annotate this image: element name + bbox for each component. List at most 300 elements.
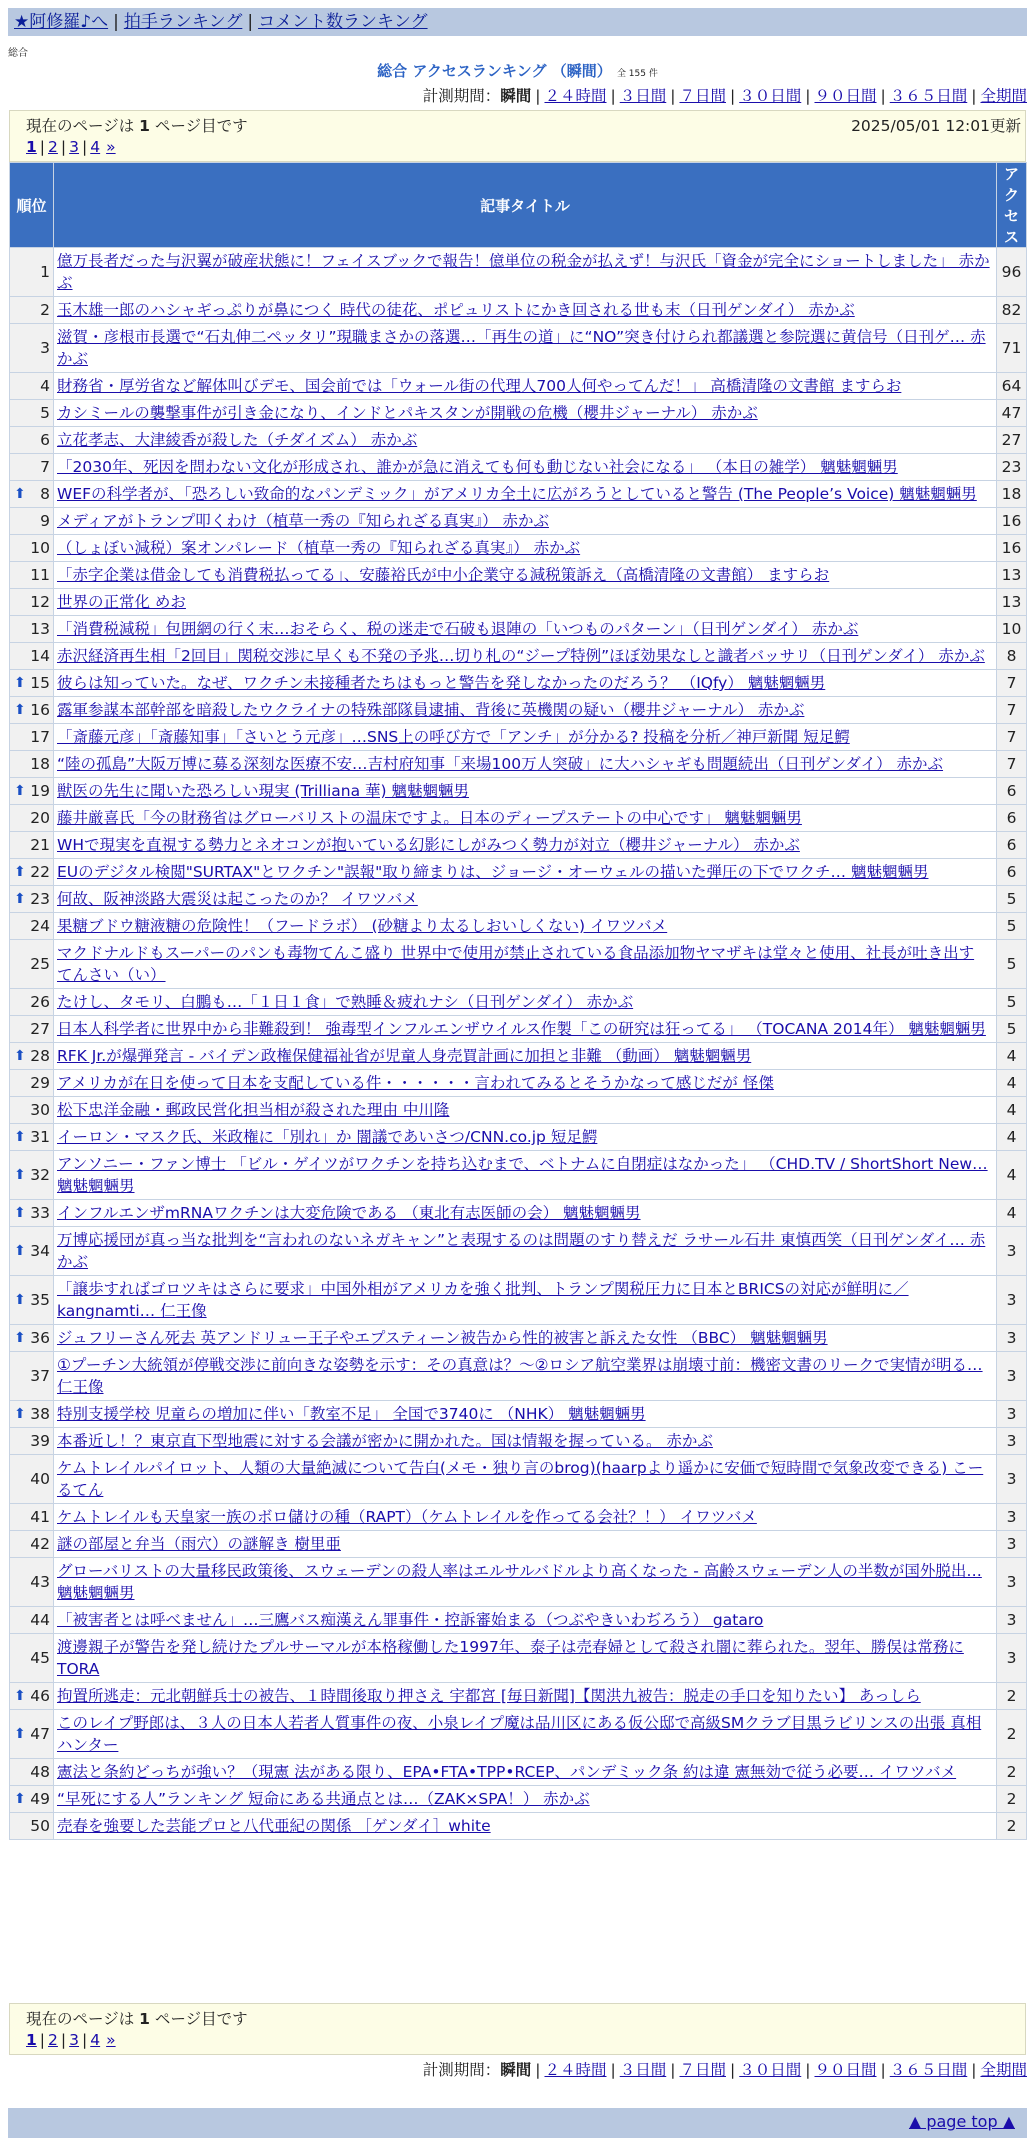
period-option[interactable]: ３日間 — [619, 2061, 667, 2079]
title-cell — [54, 1531, 997, 1558]
rank-number: 19 — [30, 782, 50, 800]
access-count: 2 — [997, 1786, 1027, 1813]
page-info-num: 1 — [139, 117, 150, 135]
rank-up-arrow-icon: ⬆ — [14, 486, 26, 502]
page-link[interactable]: 3 — [69, 138, 80, 156]
table-row — [10, 1070, 1027, 1097]
period-option[interactable]: ９０日間 — [814, 2061, 877, 2079]
title-cell — [54, 940, 997, 989]
table-row — [10, 1151, 1027, 1200]
title-cell — [54, 1352, 997, 1401]
period-option[interactable]: ２４時間 — [544, 87, 607, 105]
rank-cell — [10, 481, 54, 508]
rank-number: 12 — [30, 593, 50, 611]
table-row — [10, 1607, 1027, 1634]
title-cell — [54, 324, 997, 373]
current-page-info — [26, 2007, 248, 2029]
table-row — [10, 1504, 1027, 1531]
period-option-selected: 瞬間 — [500, 2061, 532, 2079]
rank-cell — [10, 1151, 54, 1200]
rank-number: 35 — [30, 1291, 50, 1309]
access-count: 5 — [997, 940, 1027, 989]
access-count: 23 — [997, 454, 1027, 481]
article-link[interactable]: 世界の正常化 めお — [57, 593, 186, 611]
page-link[interactable]: 1 — [26, 2031, 37, 2049]
rank-number: 10 — [30, 539, 50, 557]
page-link[interactable]: 1 — [26, 138, 37, 156]
article-link[interactable]: 彼らは知っていた。なぜ、ワクチン未接種者たちはもっと警告を発しなかったのだろう？ （IQfy） 魑魅魍魎男 — [57, 674, 826, 692]
title-cell — [54, 1786, 997, 1813]
page-info-suffix: ページ目です — [154, 117, 248, 135]
access-count: 5 — [997, 913, 1027, 940]
article-link[interactable]: “早死にする人”ランキング 短命にある共通点とは…（ZAK×SPA！） 赤かぶ — [57, 1790, 590, 1808]
article-link[interactable]: 日本人科学者に世界中から非難殺到！ 強毒型インフルエンザウイルス作製「この研究は狂ってる」 （TOCANA 2014年） 魑魅魍魎男 — [57, 1020, 986, 1038]
table-row — [10, 1200, 1027, 1227]
page-link[interactable]: 4 — [90, 138, 101, 156]
rank-number: 30 — [30, 1101, 50, 1119]
table-row — [10, 859, 1027, 886]
access-count: 4 — [997, 1097, 1027, 1124]
period-option[interactable]: ３日間 — [619, 87, 667, 105]
rank-number: 27 — [30, 1020, 50, 1038]
title-cell — [54, 297, 997, 324]
rank-cell — [10, 1016, 54, 1043]
rank-cell — [10, 1401, 54, 1428]
table-row — [10, 1531, 1027, 1558]
title-cell — [54, 1043, 997, 1070]
title-cell — [54, 454, 997, 481]
rank-number: 16 — [30, 701, 50, 719]
rank-up-arrow-icon: ⬆ — [14, 864, 26, 880]
title-cell — [54, 248, 997, 297]
next-page-link[interactable]: » — [106, 138, 116, 156]
table-row — [10, 373, 1027, 400]
table-row — [10, 1325, 1027, 1352]
title-cell — [54, 400, 997, 427]
rank-cell — [10, 454, 54, 481]
rank-cell — [10, 859, 54, 886]
title-cell — [54, 1401, 997, 1428]
rank-cell — [10, 805, 54, 832]
article-link[interactable]: “陸の孤島”大阪万博に募る深刻な医療不安…吉村府知事「来場100万人突破」に大ハシャギも問題続出（日刊ゲンダイ） 赤かぶ — [57, 755, 944, 773]
title-cell — [54, 1710, 997, 1759]
access-count: 6 — [997, 832, 1027, 859]
period-selector-bottom — [423, 2060, 1027, 2080]
rank-number: 31 — [30, 1128, 50, 1146]
rank-cell — [10, 1786, 54, 1813]
access-count: 27 — [997, 427, 1027, 454]
access-count: 16 — [997, 508, 1027, 535]
article-link[interactable]: 玉木雄一郎のハシャギっぷりが鼻につく 時代の徒花、ポピュリストにかき回される世も末（日刊ゲンダイ） 赤かぶ — [57, 301, 855, 319]
page-info-box-bottom — [9, 2003, 1026, 2055]
access-count: 7 — [997, 751, 1027, 778]
access-count: 82 — [997, 297, 1027, 324]
comment-ranking-link[interactable]: コメント数ランキング — [258, 12, 428, 32]
article-link[interactable]: グローバリストの大量移民政策後、スウェーデンの殺人率はエルサルバドルより高くなった - 高齢スウェーデン人の半数が国外脱出… 魑魅魍魎男 — [57, 1562, 982, 1602]
article-link[interactable]: 「譲歩すればゴロツキはさらに要求」中国外相がアメリカを強く批判、トランプ関税圧力に日本とBRICSの対応が鮮明に／kangnamti… 仁王像 — [57, 1280, 909, 1320]
title-cell — [54, 508, 997, 535]
rank-cell — [10, 1124, 54, 1151]
article-link[interactable]: 立花孝志、大津綾香が殺した（チダイズム） 赤かぶ — [57, 431, 418, 449]
table-row — [10, 832, 1027, 859]
top-nav-bar — [8, 8, 1027, 36]
article-link[interactable]: カシミールの襲撃事件が引き金になり、インドとパキスタンが開戦の危機（櫻井ジャーナル） 赤かぶ — [57, 404, 758, 422]
rank-up-arrow-icon: ⬆ — [14, 702, 26, 718]
article-link[interactable]: 松下忠洋金融・郵政民営化担当相が殺された理由 中川隆 — [57, 1101, 450, 1119]
rank-number: 2 — [40, 301, 50, 319]
period-option[interactable]: ７日間 — [679, 87, 726, 105]
article-link[interactable]: EUのデジタル検閲"SURTAX"とワクチン"誤報"取り締まりは、ジョージ・オーウェルの描いた弾圧の下でワクチ… 魑魅魍魎男 — [57, 863, 929, 881]
table-row — [10, 324, 1027, 373]
title-cell — [54, 1097, 997, 1124]
article-link[interactable]: アメリカが在日を使って日本を支配している件・・・・・・言われてみるとそうかなって感じだが 怪傑 — [57, 1074, 774, 1092]
table-row — [10, 1043, 1027, 1070]
title-cell — [54, 859, 997, 886]
total-count: 全 155 件 — [616, 69, 658, 79]
access-count: 5 — [997, 989, 1027, 1016]
rank-number: 14 — [30, 647, 50, 665]
table-row — [10, 1401, 1027, 1428]
article-link[interactable]: 謎の部屋と弁当（雨穴）の謎解き 樹里亜 — [57, 1535, 341, 1553]
table-row — [10, 1710, 1027, 1759]
rank-cell — [10, 297, 54, 324]
next-page-link[interactable]: » — [106, 2031, 116, 2049]
title-cell — [54, 1070, 997, 1097]
access-count: 3 — [997, 1352, 1027, 1401]
rank-number: 50 — [30, 1817, 50, 1835]
table-row — [10, 913, 1027, 940]
rank-up-arrow-icon: ⬆ — [14, 1292, 26, 1308]
table-row — [10, 751, 1027, 778]
title-cell — [54, 1759, 997, 1786]
page-link[interactable]: 2 — [48, 138, 58, 156]
clap-ranking-link[interactable]: 拍手ランキング — [123, 12, 243, 32]
rank-number: 13 — [30, 620, 50, 638]
table-row — [10, 989, 1027, 1016]
ranking-table — [9, 162, 1027, 1840]
rank-cell — [10, 1504, 54, 1531]
article-link[interactable]: 億万長者だった与沢翼が破産状態に！フェイスブックで報告！億単位の税金が払えず！与沢氏「資金が完全にショートしました」 赤かぶ — [57, 252, 990, 292]
article-link[interactable]: WHで現実を直視する勢力とネオコンが抱いている幻影にしがみつく勢力が対立（櫻井ジャーナル） 赤かぶ — [57, 836, 800, 854]
period-separator: | — [535, 87, 541, 105]
rank-number: 42 — [30, 1535, 50, 1553]
access-count: 3 — [997, 1531, 1027, 1558]
period-option[interactable]: ３０日間 — [739, 2061, 802, 2079]
rank-number: 1 — [40, 263, 50, 281]
article-link[interactable]: RFK Jr.が爆弾発言 - バイデン政権保健福祉省が児童人身売買計画に加担と非難 （動画） 魑魅魍魎男 — [57, 1047, 752, 1065]
table-row — [10, 1016, 1027, 1043]
rank-up-arrow-icon: ⬆ — [14, 675, 26, 691]
period-separator: | — [880, 2061, 886, 2079]
rank-number: 36 — [30, 1329, 50, 1347]
rank-cell — [10, 1455, 54, 1504]
table-row — [10, 1276, 1027, 1325]
period-separator: | — [610, 87, 616, 105]
table-row — [10, 1352, 1027, 1401]
table-row — [10, 697, 1027, 724]
access-count: 3 — [997, 1455, 1027, 1504]
article-link[interactable]: インフルエンザmRNAワクチンは大変危険である （東北有志医師の会） 魑魅魍魎男 — [57, 1204, 641, 1222]
access-count: 10 — [997, 616, 1027, 643]
ranking-rows — [10, 248, 1027, 1840]
page-top-link[interactable]: ▲ page top ▲ — [908, 2112, 1015, 2131]
rank-cell — [10, 324, 54, 373]
rank-cell — [10, 697, 54, 724]
current-page-info — [26, 114, 248, 136]
rank-up-arrow-icon: ⬆ — [14, 1406, 26, 1422]
article-link[interactable]: 「2030年、死因を問わない文化が形成され、誰かが急に消えても何も動じない社会になる」 （本日の雑学） 魑魅魍魎男 — [57, 458, 898, 476]
rank-up-arrow-icon: ⬆ — [14, 1688, 26, 1704]
period-option[interactable]: ３６５日間 — [889, 87, 968, 105]
rank-cell — [10, 1043, 54, 1070]
rank-cell — [10, 1607, 54, 1634]
access-count: 3 — [997, 1607, 1027, 1634]
page-title — [0, 60, 1035, 81]
rank-number: 21 — [30, 836, 50, 854]
title-cell — [54, 1276, 997, 1325]
table-row — [10, 297, 1027, 324]
access-count: 2 — [997, 1710, 1027, 1759]
title-cell — [54, 1428, 997, 1455]
rank-number: 48 — [30, 1763, 50, 1781]
period-label: 計測期間： — [422, 2061, 501, 2079]
rank-cell — [10, 989, 54, 1016]
article-link[interactable]: WEFの科学者が、「恐ろしい致命的なパンデミック」がアメリカ全土に広がろうとしていると警告 (The People’s Voice) 魑魅魍魎男 — [57, 485, 977, 503]
title-cell — [54, 1813, 997, 1840]
rank-number: 6 — [40, 431, 50, 449]
rank-cell — [10, 1352, 54, 1401]
article-link[interactable]: 「赤字企業は借金しても消費税払ってる」、安藤裕氏が中小企業守る減税策訴え（高橋清隆の文書館） ますらお — [57, 566, 830, 584]
article-link[interactable]: 売春を強要した芸能プロと八代亜紀の関係 ［ゲンダイ］white — [57, 1817, 491, 1835]
rank-number: 8 — [40, 485, 50, 503]
rank-cell — [10, 1227, 54, 1276]
rank-cell — [10, 535, 54, 562]
article-link[interactable]: 「被害者とは呼べません」…三鷹バス痴漢えん罪事件・控訴審始まる（つぶやきいわぢろう） gataro — [57, 1611, 764, 1629]
table-row — [10, 886, 1027, 913]
pager-separator: | — [82, 138, 88, 156]
page-link[interactable]: 4 — [90, 2031, 101, 2049]
article-link[interactable]: 滋賀・彦根市長選で“石丸伸二ペッタリ”現職まさかの落選…「再生の道」に“NO”突き付けられ都議選と参院選に黄信号（日刊ゲ… 赤かぶ — [57, 328, 986, 368]
article-link[interactable]: 獣医の先生に聞いた恐ろしい現実 (Trilliana 華) 魑魅魍魎男 — [57, 782, 469, 800]
access-count: 3 — [997, 1401, 1027, 1428]
title-cell — [54, 427, 997, 454]
period-option[interactable]: ７日間 — [679, 2061, 726, 2079]
title-cell — [54, 1124, 997, 1151]
title-cell — [54, 989, 997, 1016]
article-link[interactable]: メディアがトランプ叩くわけ（植草一秀の『知られざる真実』） 赤かぶ — [57, 512, 549, 530]
article-link[interactable]: 「斎藤元彦」「斎藤知事」「さいとう元彦」…SNS上の呼び方で「アンチ」が分かる? 投稿を分析／神戸新聞 短足鰐 — [57, 728, 850, 746]
article-link[interactable]: このレイプ野郎は、３人の日本人若者人質事件の夜、小泉レイプ魔は品川区にある仮公邸で高級SMクラブ目黒ラビリンスの出張 真相ハンター — [57, 1714, 982, 1754]
pagination-bottom — [26, 2031, 116, 2049]
period-option[interactable]: 全期間 — [980, 87, 1027, 105]
access-count: 13 — [997, 562, 1027, 589]
title-cell — [54, 1227, 997, 1276]
title-cell — [54, 1016, 997, 1043]
table-row — [10, 535, 1027, 562]
page-info-prefix: 現在のページは — [26, 2010, 135, 2028]
access-count: 2 — [997, 1683, 1027, 1710]
article-link[interactable]: イーロン・マスク氏、米政権に「別れ」か 闇議であいさつ/CNN.co.jp 短足鰐 — [57, 1128, 598, 1146]
article-link[interactable]: 露軍参謀本部幹部を暗殺したウクライナの特殊部隊員逮捕、背後に英機関の疑い（櫻井ジャーナル） 赤かぶ — [57, 701, 805, 719]
article-link[interactable]: 赤沢経済再生相「2回目」関税交渉に早くも不発の予兆…切り札の“ジープ特例”ほぼ効果なしと識者バッサリ（日刊ゲンダイ） 赤かぶ — [57, 647, 985, 665]
article-link[interactable]: 憲法と条約どっちが強い？（現憲 法がある限り、EPA•FTA•TPP•RCEP、パンデミック条 約は違 憲無効で従う必要… イワツバメ — [57, 1763, 957, 1781]
period-separator: | — [610, 2061, 616, 2079]
title-cell — [54, 670, 997, 697]
rank-number: 24 — [30, 917, 50, 935]
period-separator: | — [805, 87, 811, 105]
article-link[interactable]: ケムトレイルパイロット、人類の大量絶滅について告白(メモ・独り言のbrog)(haarpより遥かに安価で短時間で気象改変できる) こーるてん — [57, 1459, 984, 1499]
title-cell — [54, 886, 997, 913]
period-separator: | — [670, 87, 676, 105]
article-link[interactable]: 渡邊親子が警告を発し続けたプルサーマルが本格稼働した1997年、泰子は売春婦として殺され闇に葬られた。翌年、勝俣は常務に TORA — [57, 1638, 964, 1678]
article-link[interactable]: 特別支援学校 児童らの増加に伴い「教室不足」 全国で3740に （NHK） 魑魅魍魎男 — [57, 1405, 646, 1423]
pager-separator: | — [60, 2031, 67, 2049]
pager-separator: | — [60, 138, 67, 156]
rank-up-arrow-icon: ⬆ — [14, 1167, 26, 1183]
article-link[interactable]: ケムトレイルも天皇家一族のボロ儲けの種（RAPT）（ケムトレイルを作ってる会社？！） イワツバメ — [57, 1508, 757, 1526]
rank-up-arrow-icon: ⬆ — [14, 1205, 26, 1221]
access-count: 8 — [997, 643, 1027, 670]
table-row — [10, 454, 1027, 481]
page-link[interactable]: 3 — [69, 2031, 80, 2049]
rank-up-arrow-icon: ⬆ — [14, 1791, 26, 1807]
rank-number: 3 — [40, 339, 50, 357]
article-link[interactable]: 果糖ブドウ糖液糖の危険性！（フードラボ） (砂糖より太るしおいしくない) イワツバメ — [57, 917, 668, 935]
page-link[interactable]: 2 — [48, 2031, 58, 2049]
rank-up-arrow-icon: ⬆ — [14, 891, 26, 907]
access-count: 6 — [997, 778, 1027, 805]
pager-separator: | — [39, 138, 46, 156]
rank-cell — [10, 1200, 54, 1227]
title-cell — [54, 1455, 997, 1504]
title-cell — [54, 913, 997, 940]
title-cell — [54, 1504, 997, 1531]
rank-up-arrow-icon: ⬆ — [14, 1330, 26, 1346]
table-row — [10, 724, 1027, 751]
period-separator: | — [730, 2061, 736, 2079]
rank-number: 45 — [30, 1649, 50, 1667]
access-count: 3 — [997, 1428, 1027, 1455]
title-cell — [54, 1634, 997, 1683]
rank-cell — [10, 248, 54, 297]
title-cell — [54, 724, 997, 751]
table-row — [10, 1124, 1027, 1151]
table-row — [10, 1683, 1027, 1710]
table-row — [10, 1759, 1027, 1786]
table-row — [10, 778, 1027, 805]
rank-number: 5 — [40, 404, 50, 422]
article-link[interactable]: ①プーチン大統領が停戦交渉に前向きな姿勢を示す：その真意は？～②ロシア航空業界は崩壊寸前：機密文書のリークで実情が明る… 仁王像 — [57, 1356, 983, 1396]
rank-cell — [10, 1428, 54, 1455]
rank-cell — [10, 508, 54, 535]
article-link[interactable]: 本番近し！？東京直下型地震に対する会議が密かに開かれた。国は情報を握っている。 赤かぶ — [57, 1432, 713, 1450]
table-row — [10, 1455, 1027, 1504]
access-count: 47 — [997, 400, 1027, 427]
period-separator: | — [971, 2061, 977, 2079]
rank-cell — [10, 562, 54, 589]
article-link[interactable]: たけし、タモリ、白鵬も…「１日１食」で熟睡＆疲れナシ（日刊ゲンダイ） 赤かぶ — [57, 993, 634, 1011]
period-option[interactable]: ２４時間 — [544, 2061, 607, 2079]
access-count: 7 — [997, 670, 1027, 697]
table-row — [10, 1558, 1027, 1607]
rank-number: 11 — [30, 566, 50, 584]
access-count: 3 — [997, 1558, 1027, 1607]
article-link[interactable]: アンソニー・ファン博士 「ビル・ゲイツがワクチンを持ち込むまで、ベトナムに自閉症はなかった」 （CHD.TV / ShortShort New… 魑魅魍魎男 — [57, 1155, 988, 1195]
access-count: 4 — [997, 1070, 1027, 1097]
article-link[interactable]: ジュフリーさん死去 英アンドリュー王子やエプスティーン被告から性的被害と訴えた女性 （BBC） 魑魅魍魎男 — [57, 1329, 828, 1347]
rank-cell — [10, 940, 54, 989]
table-row — [10, 1428, 1027, 1455]
article-link[interactable]: 財務省・厚労省など解体叫びデモ、国会前では「ウォール街の代理人700人何やってんだ！」 高橋清隆の文書館 ますらお — [57, 377, 902, 395]
article-link[interactable]: マクドナルドもスーパーのパンも毒物てんこ盛り 世界中で使用が禁止されている食品添加物ヤマザキは堂々と使用、社長が吐き出す てんさい（い） — [57, 944, 975, 984]
title-cell — [54, 751, 997, 778]
access-count: 2 — [997, 1813, 1027, 1840]
article-link[interactable]: 「消費税減税」包囲網の行く末…おそらく、税の迷走で石破も退陣の「いつものパターン」（日刊ゲンダイ） 赤かぶ — [57, 620, 859, 638]
period-selector — [423, 86, 1027, 106]
article-link[interactable]: （しょぼい減税）案オンパレード（植草一秀の『知られざる真実』） 赤かぶ — [57, 539, 581, 557]
article-link[interactable]: 拘置所逃走：元北朝鮮兵士の被告、１時間後取り押さえ 宇都宮 [毎日新聞]【関洪九被告：脱走の手口を知りたい】 あっしら — [57, 1687, 921, 1705]
rank-cell — [10, 1558, 54, 1607]
title-cell — [54, 481, 997, 508]
period-separator: | — [971, 87, 977, 105]
header-access: アクセス — [997, 163, 1027, 248]
rank-number: 17 — [30, 728, 50, 746]
period-separator: | — [670, 2061, 676, 2079]
access-count: 18 — [997, 481, 1027, 508]
rank-number: 18 — [30, 755, 50, 773]
pager-separator: | — [82, 2031, 88, 2049]
period-option[interactable]: 全期間 — [980, 2061, 1027, 2079]
rank-cell — [10, 778, 54, 805]
rank-cell — [10, 1710, 54, 1759]
footer-bar — [8, 2108, 1027, 2138]
article-link[interactable]: 藤井厳喜氏「今の財務省はグローバリストの温床ですよ。日本のディープステートの中心です」 魑魅魍魎男 — [57, 809, 802, 827]
access-count: 5 — [997, 1016, 1027, 1043]
table-row — [10, 562, 1027, 589]
rank-number: 29 — [30, 1074, 50, 1092]
access-count: 3 — [997, 1504, 1027, 1531]
access-count: 7 — [997, 697, 1027, 724]
title-cell — [54, 832, 997, 859]
period-option[interactable]: ３０日間 — [739, 87, 802, 105]
table-row — [10, 400, 1027, 427]
access-count: 7 — [997, 724, 1027, 751]
rank-cell — [10, 1097, 54, 1124]
article-link[interactable]: 何故、阪神淡路大震災は起こったのか？ イワツバメ — [57, 890, 418, 908]
title-cell — [54, 1325, 997, 1352]
period-option[interactable]: ３６５日間 — [889, 2061, 968, 2079]
rank-number: 28 — [30, 1047, 50, 1065]
page-info-box — [9, 110, 1026, 162]
rank-number: 38 — [30, 1405, 50, 1423]
rank-cell — [10, 427, 54, 454]
rank-number: 26 — [30, 993, 50, 1011]
title-cell — [54, 778, 997, 805]
access-count: 6 — [997, 859, 1027, 886]
period-option[interactable]: ９０日間 — [814, 87, 877, 105]
rank-number: 23 — [30, 890, 50, 908]
rank-number: 41 — [30, 1508, 50, 1526]
rank-cell — [10, 670, 54, 697]
rank-number: 15 — [30, 674, 50, 692]
home-link[interactable]: ★阿修羅♪へ — [14, 12, 109, 32]
article-link[interactable]: 万博応援団が真っ当な批判を“言われのないネガキャン”と表現するのは問題のすり替えだ ラサール石井 東慎西笑（日刊ゲンダイ… 赤かぶ — [57, 1231, 986, 1271]
access-count: 5 — [997, 886, 1027, 913]
access-count: 96 — [997, 248, 1027, 297]
access-count: 6 — [997, 805, 1027, 832]
title-cell — [54, 1607, 997, 1634]
rank-cell — [10, 400, 54, 427]
